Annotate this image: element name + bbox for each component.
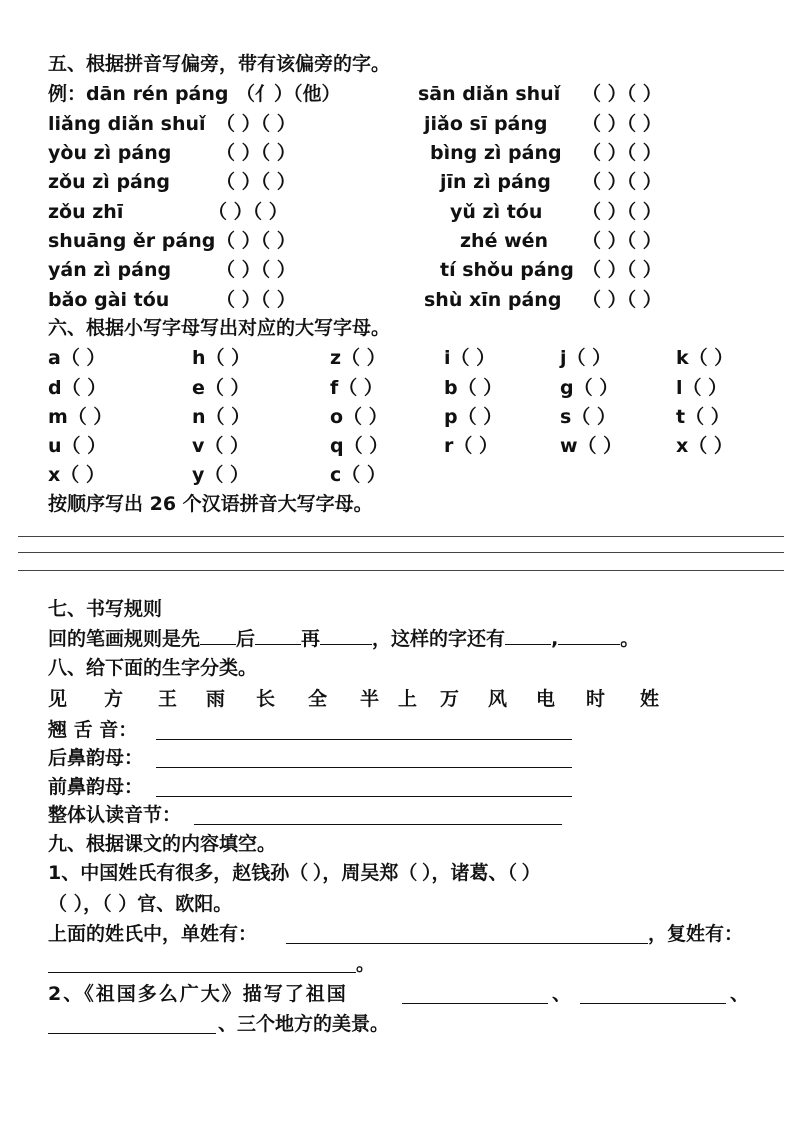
paren-blanks-left-4[interactable]: （ ）（ ） [216,171,296,193]
vocab-char-6: 全 [308,688,328,710]
pinyin-right-4: jīn zì páng [440,171,551,193]
letter-cell-r1-c5[interactable]: j（ ） [560,347,612,369]
paren-blanks-right-3[interactable]: （ ）（ ） [582,142,662,164]
pinyin-left-7: yán zì páng [48,259,172,281]
pinyin-right-5: yǔ zì tóu [450,201,543,223]
section-9-heading: 九、根据课文的内容填空。 [48,833,277,855]
section-8-heading: 八、给下面的生字分类。 [48,657,258,679]
pinyin-left-1: 例：dān rén páng [48,83,229,105]
vocab-char-9: 万 [440,688,460,710]
letter-cell-r1-c3[interactable]: z（ ） [330,347,386,369]
example-answer: （亻）（他） [236,83,341,105]
stroke-rule-text-4: ，这样的字还有 [372,628,506,650]
letter-cell-r2-c3[interactable]: f（ ） [330,377,383,399]
category-retroflex-label: 翘 舌 音： [48,719,138,741]
letter-cell-r4-c5[interactable]: w（ ） [560,435,623,457]
paren-blanks-left-7[interactable]: （ ）（ ） [216,259,296,281]
vocab-char-13: 姓 [640,688,660,710]
paren-blanks-right-2[interactable]: （ ）（ ） [582,113,662,135]
section-6-heading: 六、根据小写字母写出对应的大写字母。 [48,317,391,339]
vocab-char-7: 半 [360,688,380,710]
vocab-char-12: 时 [586,688,606,710]
pinyin-right-3: bìng zì páng [430,142,562,164]
category-back-nasal-line[interactable] [156,767,572,768]
motherland-blank-2[interactable] [580,1003,726,1004]
paren-blanks-right-5[interactable]: （ ）（ ） [582,201,662,223]
category-front-nasal-line[interactable] [156,796,572,797]
letter-cell-r4-c6[interactable]: x（ ） [676,435,733,457]
paren-blanks-right-6[interactable]: （ ）（ ） [582,230,662,252]
paren-blanks-right-8[interactable]: （ ）（ ） [582,289,662,311]
writing-line-1 [18,536,784,537]
motherland-sep-2: 、 [730,983,750,1005]
vocab-char-1: 见 [48,688,68,710]
category-back-nasal-label: 后鼻韵母： [48,747,144,769]
paren-blanks-left-6[interactable]: （ ）（ ） [216,230,296,252]
vocab-char-3: 王 [158,688,178,710]
writing-line-2 [18,552,784,553]
motherland-blank-1[interactable] [402,1003,548,1004]
paren-blanks-left-3[interactable]: （ ）（ ） [216,142,296,164]
motherland-sep-1: 、 [552,983,572,1005]
letter-cell-r3-c6[interactable]: t（ ） [676,406,730,428]
vocab-char-5: 长 [256,688,276,710]
letter-cell-r1-c1[interactable]: a（ ） [48,347,106,369]
stroke-rule-text-3: 再 [301,628,321,650]
paren-blanks-left-5[interactable]: （ ）（ ） [208,201,288,223]
pinyin-right-2: jiǎo sī páng [424,113,548,135]
paren-blanks-right-1[interactable]: （ ）（ ） [582,83,662,105]
letter-cell-r1-c2[interactable]: h（ ） [192,347,251,369]
letter-cell-r4-c3[interactable]: q（ ） [330,435,389,457]
compound-surname-period: 。 [356,953,376,975]
stroke-rule-text-2: 后 [236,628,256,650]
stroke-rule-text-1: 回的笔画规则是先 [48,628,201,650]
compound-surname-line[interactable] [48,972,356,973]
pinyin-right-7: tí shǒu páng [440,259,574,281]
blank-then[interactable] [255,626,301,645]
single-surname-label: 上面的姓氏中，单姓有： [48,923,258,945]
letter-cell-r3-c1[interactable]: m（ ） [48,406,113,428]
letter-cell-r4-c1[interactable]: u（ ） [48,435,107,457]
blank-example-1[interactable] [505,626,551,645]
blank-example-2[interactable] [558,626,620,645]
stroke-rule-text-6: 。 [620,628,640,650]
letter-cell-r4-c2[interactable]: v（ ） [192,435,250,457]
stroke-rule-sentence [48,626,639,651]
paren-blanks-right-4[interactable]: （ ）（ ） [582,171,662,193]
motherland-question-end: 、三个地方的美景。 [218,1013,390,1035]
letter-cell-r3-c5[interactable]: s（ ） [560,406,616,428]
letter-cell-r1-c6[interactable]: k（ ） [676,347,734,369]
stroke-rule-text-5: , [551,628,559,650]
vocab-char-11: 电 [536,688,556,710]
pinyin-right-6: zhé wén [460,230,549,252]
alphabet-instruction: 按顺序写出 26 个汉语拼音大写字母。 [48,493,373,515]
paren-blanks-right-7[interactable]: （ ）（ ） [582,259,662,281]
pinyin-left-8: bǎo gài tóu [48,289,170,311]
letter-cell-r2-c4[interactable]: b（ ） [444,377,503,399]
letter-cell-r5-c1[interactable]: x（ ） [48,464,105,486]
motherland-blank-3[interactable] [48,1033,216,1034]
section-5-heading: 五、根据拼音写偏旁，带有该偏旁的字。 [48,53,391,75]
vocab-char-4: 雨 [206,688,226,710]
single-surname-line[interactable] [286,943,648,944]
motherland-question-text: 2、《祖国多么广大》描写了祖国 [48,983,348,1005]
letter-cell-r1-c4[interactable]: i（ ） [444,347,496,369]
section-7-heading: 七、书写规则 [48,598,163,620]
category-whole-syllable-line[interactable] [194,824,562,825]
category-retroflex-line[interactable] [156,739,572,740]
pinyin-left-6: shuāng ěr páng [48,230,216,252]
vocab-char-2: 方 [104,688,124,710]
letter-cell-r2-c5[interactable]: g（ ） [560,377,619,399]
compound-surname-label: ，复姓有： [648,923,744,945]
pinyin-left-5: zǒu zhī [48,201,124,223]
pinyin-right-8: shù xīn páng [424,289,562,311]
surname-question-line-1: 1、中国姓氏有很多，赵钱孙（ ），周吴郑（ ），诸葛、（ ） [48,862,541,884]
letter-cell-r2-c6[interactable]: l（ ） [676,377,728,399]
letter-cell-r5-c2[interactable]: y（ ） [192,464,250,486]
category-whole-syllable-label: 整体认读音节： [48,804,182,826]
pinyin-left-2: liǎng diǎn shuǐ [48,113,206,135]
pinyin-left-3: yòu zì páng [48,142,172,164]
letter-cell-r2-c2[interactable]: e（ ） [192,377,250,399]
blank-first[interactable] [200,626,236,645]
pinyin-right-1: sān diǎn shuǐ [418,83,561,105]
blank-last[interactable] [320,626,372,645]
pinyin-left-4: zǒu zì páng [48,171,170,193]
letter-cell-r5-c3[interactable]: c（ ） [330,464,386,486]
paren-blanks-left-2[interactable]: （ ）（ ） [216,113,296,135]
letter-cell-r3-c4[interactable]: p（ ） [444,406,503,428]
paren-blanks-left-8[interactable]: （ ）（ ） [216,289,296,311]
letter-cell-r3-c3[interactable]: o（ ） [330,406,388,428]
writing-line-3 [18,570,784,571]
vocab-char-10: 风 [488,688,508,710]
letter-cell-r2-c1[interactable]: d（ ） [48,377,107,399]
vocab-char-8: 上 [398,688,418,710]
surname-question-line-2: （ ），（ ）官、欧阳。 [48,893,233,915]
letter-cell-r3-c2[interactable]: n（ ） [192,406,251,428]
category-front-nasal-label: 前鼻韵母： [48,776,144,798]
letter-cell-r4-c4[interactable]: r（ ） [444,435,498,457]
